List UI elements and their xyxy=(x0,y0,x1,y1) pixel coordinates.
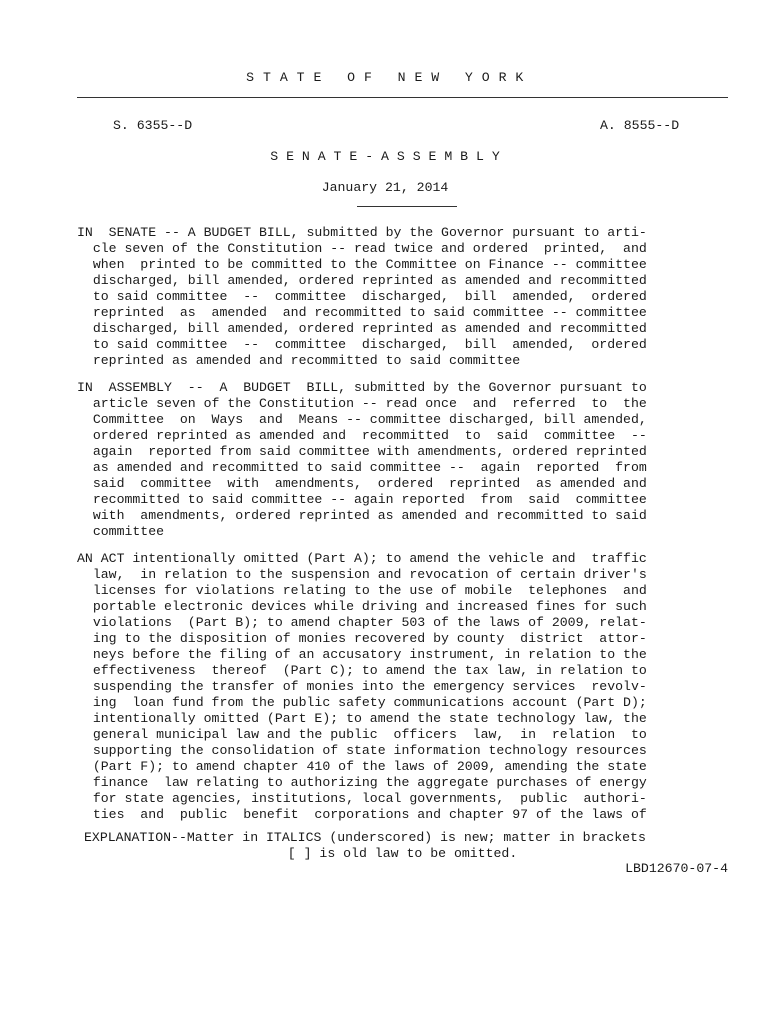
paragraph-line: as amended and recommitted to said committee -- again reported from xyxy=(77,460,647,475)
paragraph-line: effectiveness thereof (Part C); to amend the tax law, in relation to xyxy=(77,663,647,678)
paragraph-line: licenses for violations relating to the use of mobile telephones and xyxy=(77,583,647,598)
paragraph-line: article seven of the Constitution -- read once and referred to the xyxy=(77,396,647,411)
paragraph-line: AN ACT intentionally omitted (Part A); to amend the vehicle and traffic xyxy=(77,551,647,566)
assembly-bill-number: A. 8555--D xyxy=(600,118,680,133)
explanation-note xyxy=(77,830,728,862)
paragraph-line: for state agencies, institutions, local governments, public authori- xyxy=(77,791,647,806)
paragraph-line: supporting the consolidation of state information technology resources xyxy=(77,743,647,758)
paragraph-line: ties and public benefit corporations and chapter 97 of the laws of xyxy=(77,807,647,822)
paragraph-line: reprinted as amended and recommitted to said committee -- committee xyxy=(77,305,647,320)
paragraph-line: portable electronic devices while driving and increased fines for such xyxy=(77,599,647,614)
paragraph-line: ing loan fund from the public safety communications account (Part D); xyxy=(77,695,647,710)
bill-date: January 21, 2014 xyxy=(321,180,449,195)
paragraph-line: (Part F); to amend chapter 410 of the laws of 2009, amending the state xyxy=(77,759,647,774)
document-code: LBD12670-07-4 xyxy=(625,861,728,876)
paragraph-line: Committee on Ways and Means -- committee discharged, bill amended, xyxy=(77,412,647,427)
paragraph-line: finance law relating to authorizing the aggregate purchases of energy xyxy=(77,775,647,790)
explanation-line: [ ] is old law to be omitted. xyxy=(287,846,518,861)
paragraph-line: again reported from said committee with amendments, ordered reprinted xyxy=(77,444,647,459)
paragraph-line: discharged, bill amended, ordered reprinted as amended and recommitted xyxy=(77,321,647,336)
header-divider xyxy=(77,97,728,98)
state-heading: S T A T E O F N E W Y O R K xyxy=(246,70,524,85)
paragraph-line: law, in relation to the suspension and revocation of certain driver's xyxy=(77,567,647,582)
paragraph-line: general municipal law and the public officers law, in relation to xyxy=(77,727,647,742)
paragraph-line: suspending the transfer of monies into the emergency services revolv- xyxy=(77,679,647,694)
paragraph-line: to said committee -- committee discharged, bill amended, ordered xyxy=(77,337,647,352)
paragraph-line: committee xyxy=(77,524,165,539)
paragraph-line: when printed to be committed to the Committee on Finance -- committee xyxy=(77,257,647,272)
paragraph-line: IN ASSEMBLY -- A BUDGET BILL, submitted by the Governor pursuant to xyxy=(77,380,647,395)
date-divider xyxy=(357,206,457,207)
explanation-line: EXPLANATION--Matter in ITALICS (underscored) is new; matter in brackets xyxy=(84,830,646,845)
paragraph-line: said committee with amendments, ordered reprinted as amended and xyxy=(77,476,647,491)
paragraph-line: intentionally omitted (Part E); to amend the state technology law, the xyxy=(77,711,647,726)
paragraph-line: ing to the disposition of monies recovered by county district attor- xyxy=(77,631,647,646)
assembly-history-paragraph xyxy=(77,380,647,540)
paragraph-line: with amendments, ordered reprinted as amended and recommitted to said xyxy=(77,508,647,523)
paragraph-line: ordered reprinted as amended and recommitted to said committee -- xyxy=(77,428,647,443)
senate-history-paragraph xyxy=(77,225,647,369)
paragraph-line: to said committee -- committee discharged, bill amended, ordered xyxy=(77,289,647,304)
paragraph-line: violations (Part B); to amend chapter 503 of the laws of 2009, relat- xyxy=(77,615,647,630)
act-title-paragraph xyxy=(77,551,647,823)
paragraph-line: cle seven of the Constitution -- read twice and ordered printed, and xyxy=(77,241,647,256)
senate-bill-number: S. 6355--D xyxy=(113,118,193,133)
paragraph-line: IN SENATE -- A BUDGET BILL, submitted by the Governor pursuant to arti- xyxy=(77,225,647,240)
chamber-heading: S E N A T E - A S S E M B L Y xyxy=(270,149,500,164)
paragraph-line: reprinted as amended and recommitted to said committee xyxy=(77,353,521,368)
paragraph-line: recommitted to said committee -- again reported from said committee xyxy=(77,492,647,507)
paragraph-line: neys before the filing of an accusatory instrument, in relation to the xyxy=(77,647,647,662)
paragraph-line: discharged, bill amended, ordered reprinted as amended and recommitted xyxy=(77,273,647,288)
